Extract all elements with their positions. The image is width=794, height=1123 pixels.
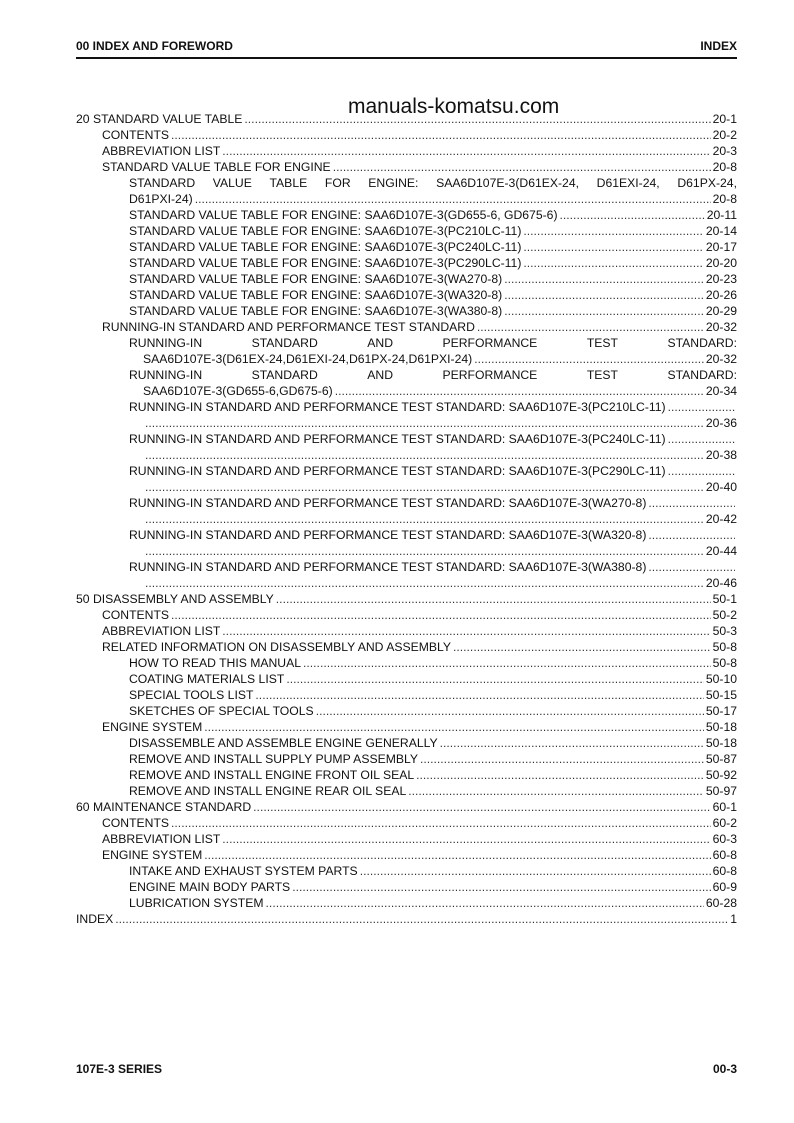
toc-entry-title: CONTENTS [102, 608, 170, 622]
toc-entry-page: 50-15 [705, 688, 737, 702]
toc-entry-title: INTAKE AND EXHAUST SYSTEM PARTS [129, 864, 358, 878]
toc-entry-page: 60-8 [712, 864, 737, 878]
leader-dots [171, 608, 711, 622]
footer-series: 107E-3 SERIES [76, 1062, 163, 1076]
leader-dots [171, 816, 711, 830]
toc-entry-page-line[interactable] [76, 446, 737, 462]
toc-entry[interactable] [76, 878, 737, 894]
toc-entry[interactable] [76, 238, 737, 254]
toc-entry-page: 20-36 [705, 416, 737, 430]
toc-entry-wrapped-line[interactable] [76, 174, 737, 190]
toc-entry[interactable] [76, 718, 737, 734]
toc-entry-title: SPECIAL TOOLS LIST [129, 688, 254, 702]
toc-word: D61EXI-24, [596, 176, 660, 190]
toc-entry-page: 20-8 [712, 160, 737, 174]
leader-dots [523, 224, 703, 238]
toc-entry[interactable] [76, 270, 737, 286]
toc-word: PERFORMANCE [442, 336, 538, 350]
toc-word: TABLE [269, 176, 308, 190]
toc-entry[interactable] [76, 142, 737, 158]
leader-dots [668, 464, 735, 478]
toc-entry-title: ENGINE SYSTEM [102, 848, 203, 862]
leader-dots [244, 112, 710, 126]
toc-entry-title: CONTENTS [102, 816, 170, 830]
toc-entry-title: RUNNING-IN STANDARD AND PERFORMANCE TEST STANDARD: SAA6D107E-3(WA270-8) [129, 496, 647, 510]
toc-entry-page: 60-28 [705, 896, 737, 910]
toc-entry-page: 20-1 [712, 112, 737, 126]
toc-entry-title: COATING MATERIALS LIST [129, 672, 285, 686]
toc-word: RUNNING-IN [129, 368, 203, 382]
toc-word: STANDARD [129, 176, 196, 190]
toc-entry-page: 50-3 [712, 624, 737, 638]
toc-word: STANDARD: [667, 368, 737, 382]
table-of-contents [76, 110, 737, 926]
toc-entry-page: 50-8 [712, 656, 737, 670]
toc-entry-page: 20-17 [705, 240, 737, 254]
toc-entry-page: 50-97 [705, 784, 737, 798]
toc-entry[interactable] [76, 782, 737, 798]
toc-entry[interactable] [76, 862, 737, 878]
toc-entry-title: RUNNING-IN STANDARD AND PERFORMANCE TEST STANDARD: SAA6D107E-3(PC240LC-11) [129, 432, 666, 446]
header-section-title: 00 INDEX AND FOREWORD [76, 39, 233, 53]
toc-entry[interactable] [76, 590, 737, 606]
toc-entry-page: 60-1 [712, 800, 737, 814]
toc-entry[interactable] [76, 670, 737, 686]
toc-entry-title: REMOVE AND INSTALL ENGINE FRONT OIL SEAL [129, 768, 415, 782]
toc-entry[interactable] [76, 126, 737, 142]
toc-entry-wrapped-line[interactable] [76, 366, 737, 382]
leader-dots [316, 704, 704, 718]
toc-entry-title: REMOVE AND INSTALL ENGINE REAR OIL SEAL [129, 784, 407, 798]
toc-entry[interactable] [76, 910, 737, 926]
toc-entry-page: 20-23 [705, 272, 737, 286]
toc-word: STANDARD [251, 336, 318, 350]
toc-entry-title: 50 DISASSEMBLY AND ASSEMBLY [76, 592, 274, 606]
toc-entry-page: 20-2 [712, 128, 737, 142]
leader-dots [145, 576, 704, 590]
leader-dots [440, 736, 704, 750]
leader-dots [477, 320, 704, 334]
toc-entry[interactable] [76, 222, 737, 238]
toc-entry[interactable] [76, 286, 737, 302]
toc-word: PERFORMANCE [442, 368, 538, 382]
leader-dots [276, 592, 711, 606]
toc-entry-title: 20 STANDARD VALUE TABLE [76, 112, 243, 126]
leader-dots [145, 480, 704, 494]
toc-entry[interactable] [76, 606, 737, 622]
toc-entry-title: STANDARD VALUE TABLE FOR ENGINE: SAA6D107E-3(WA380-8) [129, 304, 503, 318]
toc-entry-title: HOW TO READ THIS MANUAL [129, 656, 302, 670]
leader-dots [416, 768, 704, 782]
toc-entry-title-line[interactable] [76, 430, 737, 446]
leader-dots [195, 192, 711, 206]
toc-entry-title: SKETCHES OF SPECIAL TOOLS [129, 704, 314, 718]
toc-entry-title: D61PXI-24) [129, 192, 193, 206]
leader-dots [145, 544, 704, 558]
leader-dots [504, 304, 704, 318]
toc-entry-title: ENGINE MAIN BODY PARTS [129, 880, 291, 894]
toc-entry[interactable] [76, 190, 737, 206]
toc-entry[interactable] [76, 206, 737, 222]
toc-word: AND [367, 336, 393, 350]
header-chapter-title: INDEX [700, 39, 737, 53]
toc-word: STANDARD [251, 368, 318, 382]
toc-word: STANDARD: [667, 336, 737, 350]
toc-entry[interactable] [76, 110, 737, 126]
toc-entry-title: REMOVE AND INSTALL SUPPLY PUMP ASSEMBLY [129, 752, 418, 766]
leader-dots [408, 784, 704, 798]
toc-entry[interactable] [76, 254, 737, 270]
toc-entry[interactable] [76, 638, 737, 654]
toc-entry-title: RUNNING-IN STANDARD AND PERFORMANCE TEST STANDARD: SAA6D107E-3(PC210LC-11) [129, 400, 666, 414]
leader-dots [523, 256, 703, 270]
toc-word: AND [367, 368, 393, 382]
toc-entry-page: 20-20 [705, 256, 737, 270]
leader-dots [204, 720, 704, 734]
leader-dots [360, 864, 711, 878]
toc-entry-page-line[interactable] [76, 510, 737, 526]
toc-entry-page: 20-11 [706, 208, 737, 222]
leader-dots [668, 400, 735, 414]
toc-entry-title: ABBREVIATION LIST [102, 832, 221, 846]
toc-entry[interactable] [76, 302, 737, 318]
toc-entry-title: RUNNING-IN STANDARD AND PERFORMANCE TEST STANDARD [102, 320, 475, 334]
toc-word: D61PX-24, [677, 176, 737, 190]
toc-entry[interactable] [76, 798, 737, 814]
toc-entry-page: 20-14 [705, 224, 737, 238]
toc-entry-title-line[interactable] [76, 558, 737, 574]
toc-entry-page: 50-8 [712, 640, 737, 654]
toc-entry[interactable] [76, 686, 737, 702]
leader-dots [474, 352, 704, 366]
toc-entry-title: DISASSEMBLE AND ASSEMBLE ENGINE GENERALLY [129, 736, 438, 750]
leader-dots [253, 800, 710, 814]
toc-entry-page-line[interactable] [76, 478, 737, 494]
toc-entry-title: STANDARD VALUE TABLE FOR ENGINE [102, 160, 331, 174]
toc-entry-title: ABBREVIATION LIST [102, 144, 221, 158]
toc-entry-page: 20-44 [705, 544, 737, 558]
toc-entry[interactable] [76, 750, 737, 766]
toc-entry-title: STANDARD VALUE TABLE FOR ENGINE: SAA6D107E-3(GD655-6, GD675-6) [129, 208, 558, 222]
toc-entry-page: 60-3 [712, 832, 737, 846]
toc-entry-page: 20-29 [705, 304, 737, 318]
toc-entry-page: 60-8 [712, 848, 737, 862]
leader-dots [171, 128, 711, 142]
leader-dots [145, 512, 704, 526]
toc-entry-title: ABBREVIATION LIST [102, 624, 221, 638]
leader-dots [453, 640, 711, 654]
toc-entry[interactable] [76, 622, 737, 638]
toc-entry-page: 1 [730, 912, 737, 926]
leader-dots [648, 560, 735, 574]
toc-entry-page: 50-17 [705, 704, 737, 718]
toc-entry-title-line[interactable] [76, 462, 737, 478]
toc-entry-page-line[interactable] [76, 574, 737, 590]
toc-entry-title: CONTENTS [102, 128, 170, 142]
toc-entry-page: 50-2 [712, 608, 737, 622]
leader-dots [204, 848, 710, 862]
toc-entry-title: SAA6D107E-3(D61EX-24,D61EXI-24,D61PX-24,D61PXI-24) [143, 352, 473, 366]
toc-entry-title: STANDARD VALUE TABLE FOR ENGINE: SAA6D107E-3(PC290LC-11) [129, 256, 522, 270]
toc-entry-page: 20-8 [712, 192, 737, 206]
toc-entry[interactable] [76, 846, 737, 862]
toc-entry[interactable] [76, 350, 737, 366]
leader-dots [222, 624, 710, 638]
leader-dots [303, 656, 711, 670]
toc-word: TEST [586, 336, 618, 350]
leader-dots [335, 384, 704, 398]
leader-dots [266, 896, 704, 910]
toc-entry-page: 20-42 [705, 512, 737, 526]
toc-entry-page: 50-1 [712, 592, 737, 606]
toc-entry-title: RUNNING-IN STANDARD AND PERFORMANCE TEST STANDARD: SAA6D107E-3(WA320-8) [129, 528, 647, 542]
leader-dots [222, 144, 710, 158]
leader-dots [333, 160, 711, 174]
leader-dots [648, 496, 735, 510]
toc-entry-page: 50-18 [705, 736, 737, 750]
leader-dots [115, 912, 728, 926]
toc-entry-title: STANDARD VALUE TABLE FOR ENGINE: SAA6D107E-3(PC210LC-11) [129, 224, 522, 238]
toc-entry[interactable] [76, 894, 737, 910]
toc-entry-title: STANDARD VALUE TABLE FOR ENGINE: SAA6D107E-3(WA320-8) [129, 288, 503, 302]
toc-entry-title-line[interactable] [76, 526, 737, 542]
leader-dots [523, 240, 703, 254]
toc-entry[interactable] [76, 702, 737, 718]
toc-entry-title: RUNNING-IN STANDARD AND PERFORMANCE TEST STANDARD: SAA6D107E-3(WA380-8) [129, 560, 647, 574]
toc-entry-page: 20-3 [712, 144, 737, 158]
toc-entry[interactable] [76, 814, 737, 830]
toc-entry-page: 20-40 [705, 480, 737, 494]
leader-dots [668, 432, 735, 446]
toc-word: RUNNING-IN [129, 336, 203, 350]
toc-entry[interactable] [76, 318, 737, 334]
toc-entry-title: STANDARD VALUE TABLE FOR ENGINE: SAA6D107E-3(WA270-8) [129, 272, 503, 286]
watermark: manuals-komatsu.com [348, 95, 560, 118]
toc-entry-title: INDEX [76, 912, 114, 926]
toc-word: VALUE [212, 176, 252, 190]
toc-entry-title: RUNNING-IN STANDARD AND PERFORMANCE TEST STANDARD: SAA6D107E-3(PC290LC-11) [129, 464, 666, 478]
toc-entry-page: 20-34 [705, 384, 737, 398]
leader-dots [286, 672, 704, 686]
toc-entry-page: 20-26 [705, 288, 737, 302]
toc-entry-page: 20-38 [705, 448, 737, 462]
toc-entry-title: STANDARD VALUE TABLE FOR ENGINE: SAA6D107E-3(PC240LC-11) [129, 240, 522, 254]
leader-dots [222, 832, 710, 846]
toc-entry-page: 50-87 [705, 752, 737, 766]
page-header [76, 37, 737, 59]
toc-entry-title: SAA6D107E-3(GD655-6,GD675-6) [143, 384, 333, 398]
toc-entry-page: 60-2 [712, 816, 737, 830]
toc-word: FOR [324, 176, 351, 190]
toc-word: ENGINE: [368, 176, 419, 190]
leader-dots [560, 208, 705, 222]
footer-page-number: 00-3 [712, 1062, 737, 1076]
toc-entry-page: 60-9 [712, 880, 737, 894]
toc-entry-page: 50-10 [705, 672, 737, 686]
toc-word: TEST [586, 368, 618, 382]
toc-word: SAA6D107E-3(D61EX-24, [436, 176, 580, 190]
leader-dots [504, 288, 704, 302]
toc-entry-page: 20-46 [705, 576, 737, 590]
toc-entry-wrapped-line[interactable] [76, 334, 737, 350]
toc-entry-title-line[interactable] [76, 398, 737, 414]
toc-entry-page: 50-18 [705, 720, 737, 734]
leader-dots [292, 880, 710, 894]
toc-entry[interactable] [76, 734, 737, 750]
toc-entry[interactable] [76, 158, 737, 174]
toc-entry-title: ENGINE SYSTEM [102, 720, 203, 734]
toc-entry-title-line[interactable] [76, 494, 737, 510]
leader-dots [145, 448, 704, 462]
leader-dots [255, 688, 703, 702]
toc-entry-page: 20-32 [705, 320, 737, 334]
toc-entry[interactable] [76, 766, 737, 782]
toc-entry-page: 50-92 [705, 768, 737, 782]
toc-entry-page-line[interactable] [76, 414, 737, 430]
toc-entry-title: 60 MAINTENANCE STANDARD [76, 800, 252, 814]
toc-entry-title: LUBRICATION SYSTEM [129, 896, 264, 910]
leader-dots [648, 528, 735, 542]
toc-entry-page: 20-32 [705, 352, 737, 366]
leader-dots [504, 272, 704, 286]
toc-entry[interactable] [76, 654, 737, 670]
leader-dots [420, 752, 704, 766]
toc-entry[interactable] [76, 830, 737, 846]
toc-entry[interactable] [76, 382, 737, 398]
toc-entry-page-line[interactable] [76, 542, 737, 558]
toc-entry-title: RELATED INFORMATION ON DISASSEMBLY AND ASSEMBLY [102, 640, 451, 654]
leader-dots [145, 416, 704, 430]
